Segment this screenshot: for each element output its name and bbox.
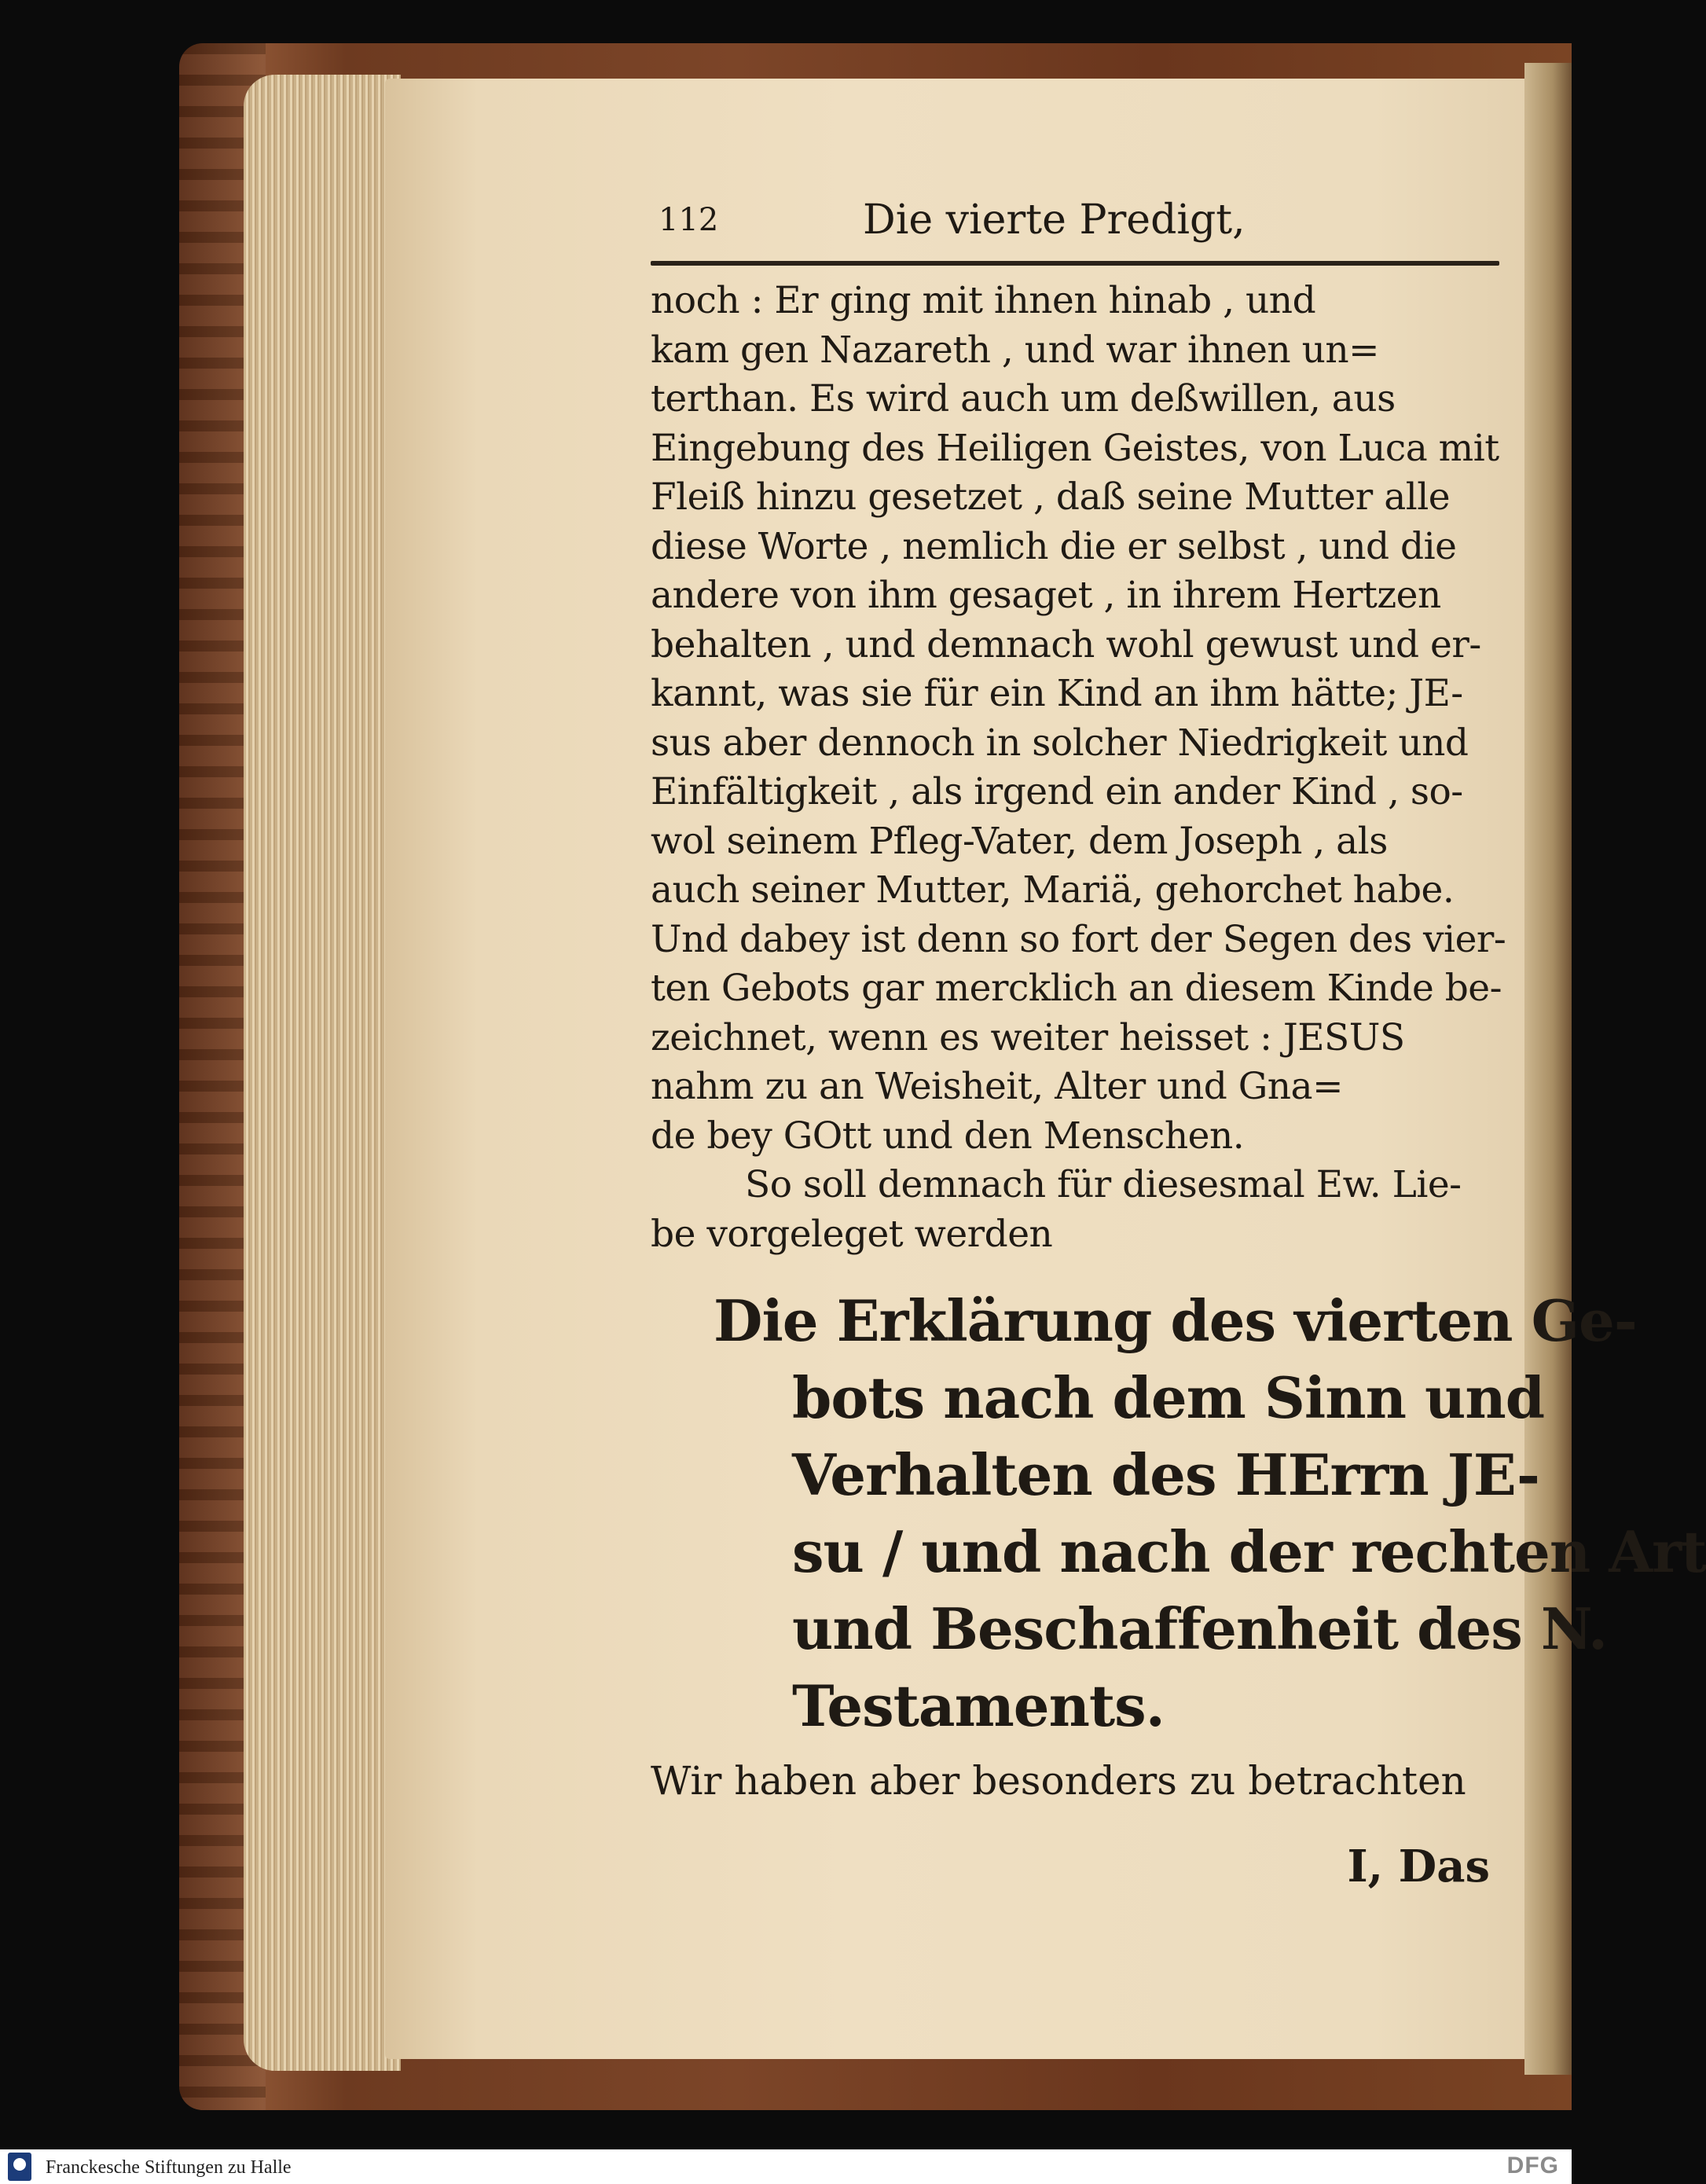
page-gutter	[1524, 63, 1572, 2075]
body-line: be vorgeleget werden	[651, 1212, 1053, 1256]
heading-line: Die Erklärung des vierten Ge-	[714, 1287, 1637, 1354]
footer-bar	[0, 2149, 1572, 2184]
body-line: kam gen Nazareth , und war ihnen un=	[651, 328, 1380, 372]
body-line: de bey GOtt und den Menschen.	[651, 1114, 1245, 1158]
section-heading	[651, 1283, 1706, 1745]
body-line: Einfältigkeit , als irgend ein ander Kind , so-	[651, 770, 1463, 813]
header-rule	[651, 261, 1499, 266]
body-line: Fleiß hinzu gesetzet , daß seine Mutter alle	[651, 475, 1451, 519]
body-line: nahm zu an Weisheit, Alter und Gna=	[651, 1065, 1343, 1108]
dfg-badge: DFG	[1506, 2153, 1559, 2178]
body-line: behalten , und demnach wohl gewust und er-	[651, 622, 1481, 666]
heading-line: bots nach dem Sinn und	[792, 1364, 1545, 1431]
heading-line: su / und nach der rechten Art	[792, 1518, 1706, 1585]
page-number: 112	[659, 202, 719, 238]
body-line: andere von ihm gesaget , in ihrem Hertzen	[651, 574, 1441, 617]
heading-line: und Beschaffenheit des N.	[792, 1595, 1608, 1662]
body-line: wol seinem Pfleg-Vater, dem Joseph , als	[651, 819, 1388, 863]
body-line: auch seiner Mutter, Mariä, gehorchet habe.	[651, 868, 1455, 912]
heading-line: Verhalten des HErrn JE-	[792, 1441, 1539, 1508]
after-heading-line: Wir haben aber besonders zu betrachten	[651, 1758, 1466, 1804]
body-line: kannt, was sie für ein Kind an ihm hätte; JE-	[651, 672, 1463, 715]
institution-logo-icon	[8, 2153, 31, 2181]
body-line: noch : Er ging mit ihnen hinab , und	[651, 279, 1316, 322]
body-line: So soll demnach für diesesmal Ew. Lie-	[745, 1163, 1462, 1206]
page-text	[651, 189, 1706, 1892]
body-line: terthan. Es wird auch um deßwillen, aus	[651, 377, 1396, 420]
catchword: I, Das	[1347, 1841, 1490, 1892]
page-edges	[244, 75, 401, 2071]
body-line: ten Gebots gar mercklich an diesem Kinde be-	[651, 967, 1502, 1010]
body-text	[651, 277, 1506, 1259]
body-line: sus aber dennoch in solcher Niedrigkeit und	[651, 721, 1469, 765]
body-line: zeichnet, wenn es weiter heisset : JESUS	[651, 1015, 1405, 1059]
body-line: diese Worte , nemlich die er selbst , und die	[651, 524, 1457, 568]
body-line: Eingebung des Heiligen Geistes, von Luca mit	[651, 426, 1499, 470]
body-line: Und dabey ist denn so fort der Segen des vier-	[651, 917, 1506, 961]
heading-line: Testaments.	[792, 1672, 1165, 1739]
running-title: Die vierte Predigt,	[863, 196, 1246, 244]
running-header	[651, 189, 1499, 251]
institution-name: Franckesche Stiftungen zu Halle	[46, 2157, 292, 2178]
